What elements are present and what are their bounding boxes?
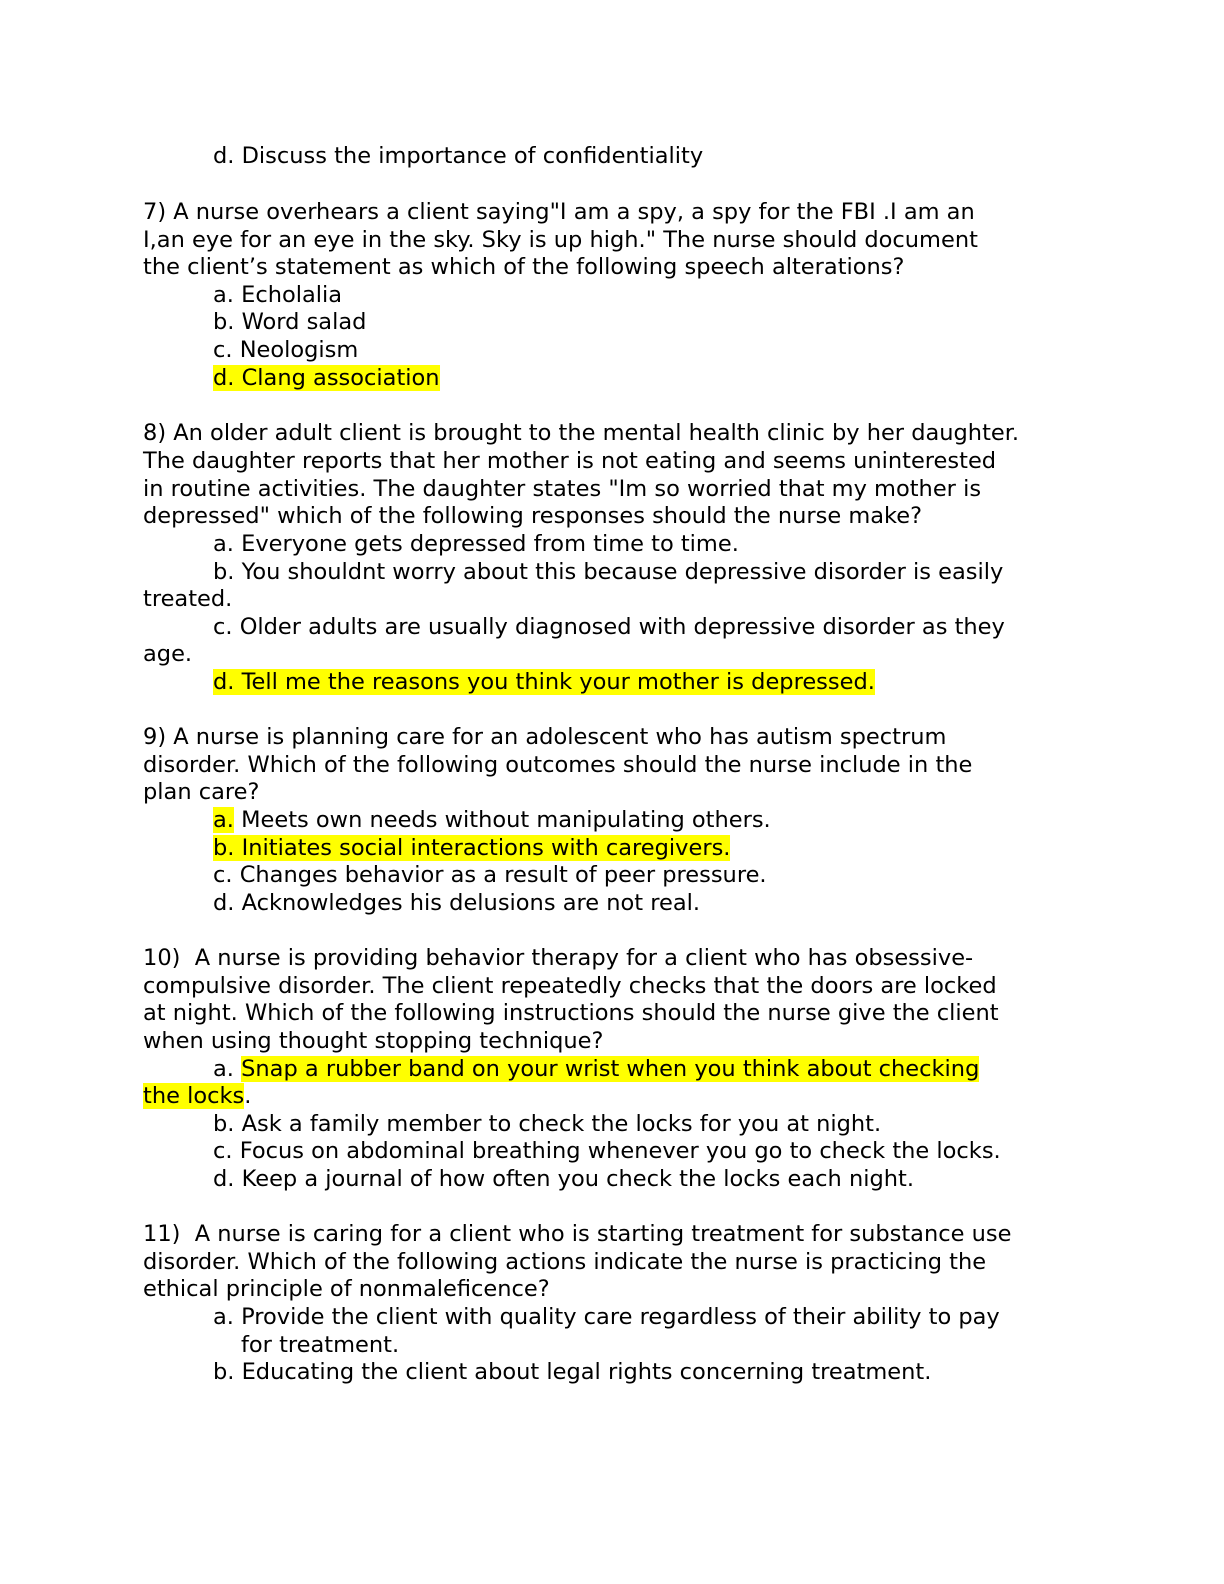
answer-option bbox=[213, 281, 342, 309]
answer-option bbox=[213, 336, 358, 364]
question-stem-line: 11) A nurse is caring for a client who is starting treatment for substance use bbox=[143, 1221, 1012, 1247]
option-text: Older adults are usually diagnosed with depressive disorder as they bbox=[239, 614, 1005, 640]
option-text: Provide the client with quality care regardless of their ability to pay bbox=[241, 1304, 1000, 1330]
option-text: Focus on abdominal breathing whenever you go to check the locks. bbox=[239, 1138, 1001, 1164]
answer-option bbox=[213, 889, 700, 917]
answer-option bbox=[213, 308, 366, 336]
answer-option-highlighted bbox=[213, 364, 440, 392]
option-text: Echolalia bbox=[241, 282, 343, 308]
option-continuation: treated. bbox=[143, 586, 233, 612]
question-stem-line: 8) An older adult client is brought to the mental health clinic by her daughter. bbox=[143, 420, 1020, 446]
option-trailing-punctuation: . bbox=[244, 1083, 252, 1109]
answer-option bbox=[213, 558, 1003, 586]
option-text: Neologism bbox=[239, 337, 359, 363]
answer-option-highlighted bbox=[213, 668, 875, 696]
question-stem-line: at night. Which of the following instructions should the nurse give the client bbox=[143, 1000, 999, 1026]
question-stem-line: I,an eye for an eye in the sky. Sky is up high." The nurse should document bbox=[143, 227, 978, 253]
question-stem-line: 10) A nurse is providing behavior therapy for a client who has obsessive- bbox=[143, 945, 974, 971]
question-stem-line: in routine activities. The daughter states "Im so worried that my mother is bbox=[143, 476, 982, 502]
question-stem-line: 9) A nurse is planning care for an adolescent who has autism spectrum bbox=[143, 724, 947, 750]
option-letter: c. bbox=[213, 1138, 233, 1164]
option-text: Changes behavior as a result of peer pressure. bbox=[239, 862, 767, 888]
option-letter: b. bbox=[213, 559, 235, 585]
option-letter: d. bbox=[213, 365, 235, 391]
option-letter: a. bbox=[213, 282, 234, 308]
option-text: You shouldnt worry about this because depressive disorder is easily bbox=[241, 559, 1004, 585]
option-text: Tell me the reasons you think your mother is depressed. bbox=[241, 669, 875, 695]
option-continuation-highlighted: the locks bbox=[143, 1083, 245, 1109]
option-text: Acknowledges his delusions are not real. bbox=[241, 890, 701, 916]
option-letter: b. bbox=[213, 309, 235, 335]
option-letter: c. bbox=[213, 862, 233, 888]
answer-option bbox=[213, 613, 1005, 641]
answer-option-highlighted bbox=[213, 834, 730, 862]
question-stem-line: disorder. Which of the following outcomes should the nurse include in the bbox=[143, 752, 973, 778]
option-letter: b. bbox=[213, 835, 235, 861]
question-stem-line: the client’s statement as which of the following speech alterations? bbox=[143, 254, 905, 280]
answer-option bbox=[213, 530, 739, 558]
option-letter: d. bbox=[213, 1166, 235, 1192]
option-text: Clang association bbox=[241, 365, 440, 391]
question-stem-line: plan care? bbox=[143, 779, 260, 805]
answer-option bbox=[213, 1110, 881, 1138]
answer-option bbox=[213, 1358, 931, 1386]
question-stem-line: disorder. Which of the following actions indicate the nurse is practicing the bbox=[143, 1249, 987, 1275]
option-text: Meets own needs without manipulating others. bbox=[241, 807, 771, 833]
option-text-highlighted: Snap a rubber band on your wrist when you think about checking bbox=[241, 1056, 980, 1082]
option-text: Ask a family member to check the locks for you at night. bbox=[241, 1111, 882, 1137]
option-letter: a. bbox=[213, 1056, 234, 1082]
option-letter: c. bbox=[213, 614, 233, 640]
option-letter: a. bbox=[213, 807, 234, 833]
option-continuation bbox=[143, 1082, 251, 1110]
question-stem-line: depressed" which of the following responses should the nurse make? bbox=[143, 503, 923, 529]
option-text: Educating the client about legal rights concerning treatment. bbox=[241, 1359, 932, 1385]
option-continuation: for treatment. bbox=[241, 1332, 400, 1358]
option-text: Everyone gets depressed from time to time. bbox=[241, 531, 739, 557]
option-text: Word salad bbox=[241, 309, 367, 335]
answer-option bbox=[213, 1137, 1001, 1165]
option-letter: b. bbox=[213, 1359, 235, 1385]
answer-option bbox=[213, 1055, 979, 1083]
question-stem-line: when using thought stopping technique? bbox=[143, 1028, 604, 1054]
question-stem-line: compulsive disorder. The client repeatedly checks that the doors are locked bbox=[143, 973, 997, 999]
carryover-option: d. Discuss the importance of confidentiality bbox=[213, 143, 704, 169]
answer-option bbox=[213, 861, 767, 889]
option-letter: a. bbox=[213, 1304, 234, 1330]
option-letter: a. bbox=[213, 531, 234, 557]
answer-option bbox=[213, 806, 771, 834]
option-continuation: age. bbox=[143, 641, 193, 667]
answer-option bbox=[213, 1303, 1000, 1331]
option-text: Initiates social interactions with caregivers. bbox=[241, 835, 731, 861]
question-stem-line: ethical principle of nonmaleficence? bbox=[143, 1276, 550, 1302]
option-letter: d. bbox=[213, 890, 235, 916]
question-stem-line: The daughter reports that her mother is not eating and seems uninterested bbox=[143, 448, 997, 474]
option-letter: d. bbox=[213, 669, 235, 695]
question-stem-line: 7) A nurse overhears a client saying"I am a spy, a spy for the FBI .I am an bbox=[143, 199, 975, 225]
option-text: Keep a journal of how often you check the locks each night. bbox=[241, 1166, 914, 1192]
option-letter: b. bbox=[213, 1111, 235, 1137]
option-letter: c. bbox=[213, 337, 233, 363]
answer-option bbox=[213, 1165, 914, 1193]
